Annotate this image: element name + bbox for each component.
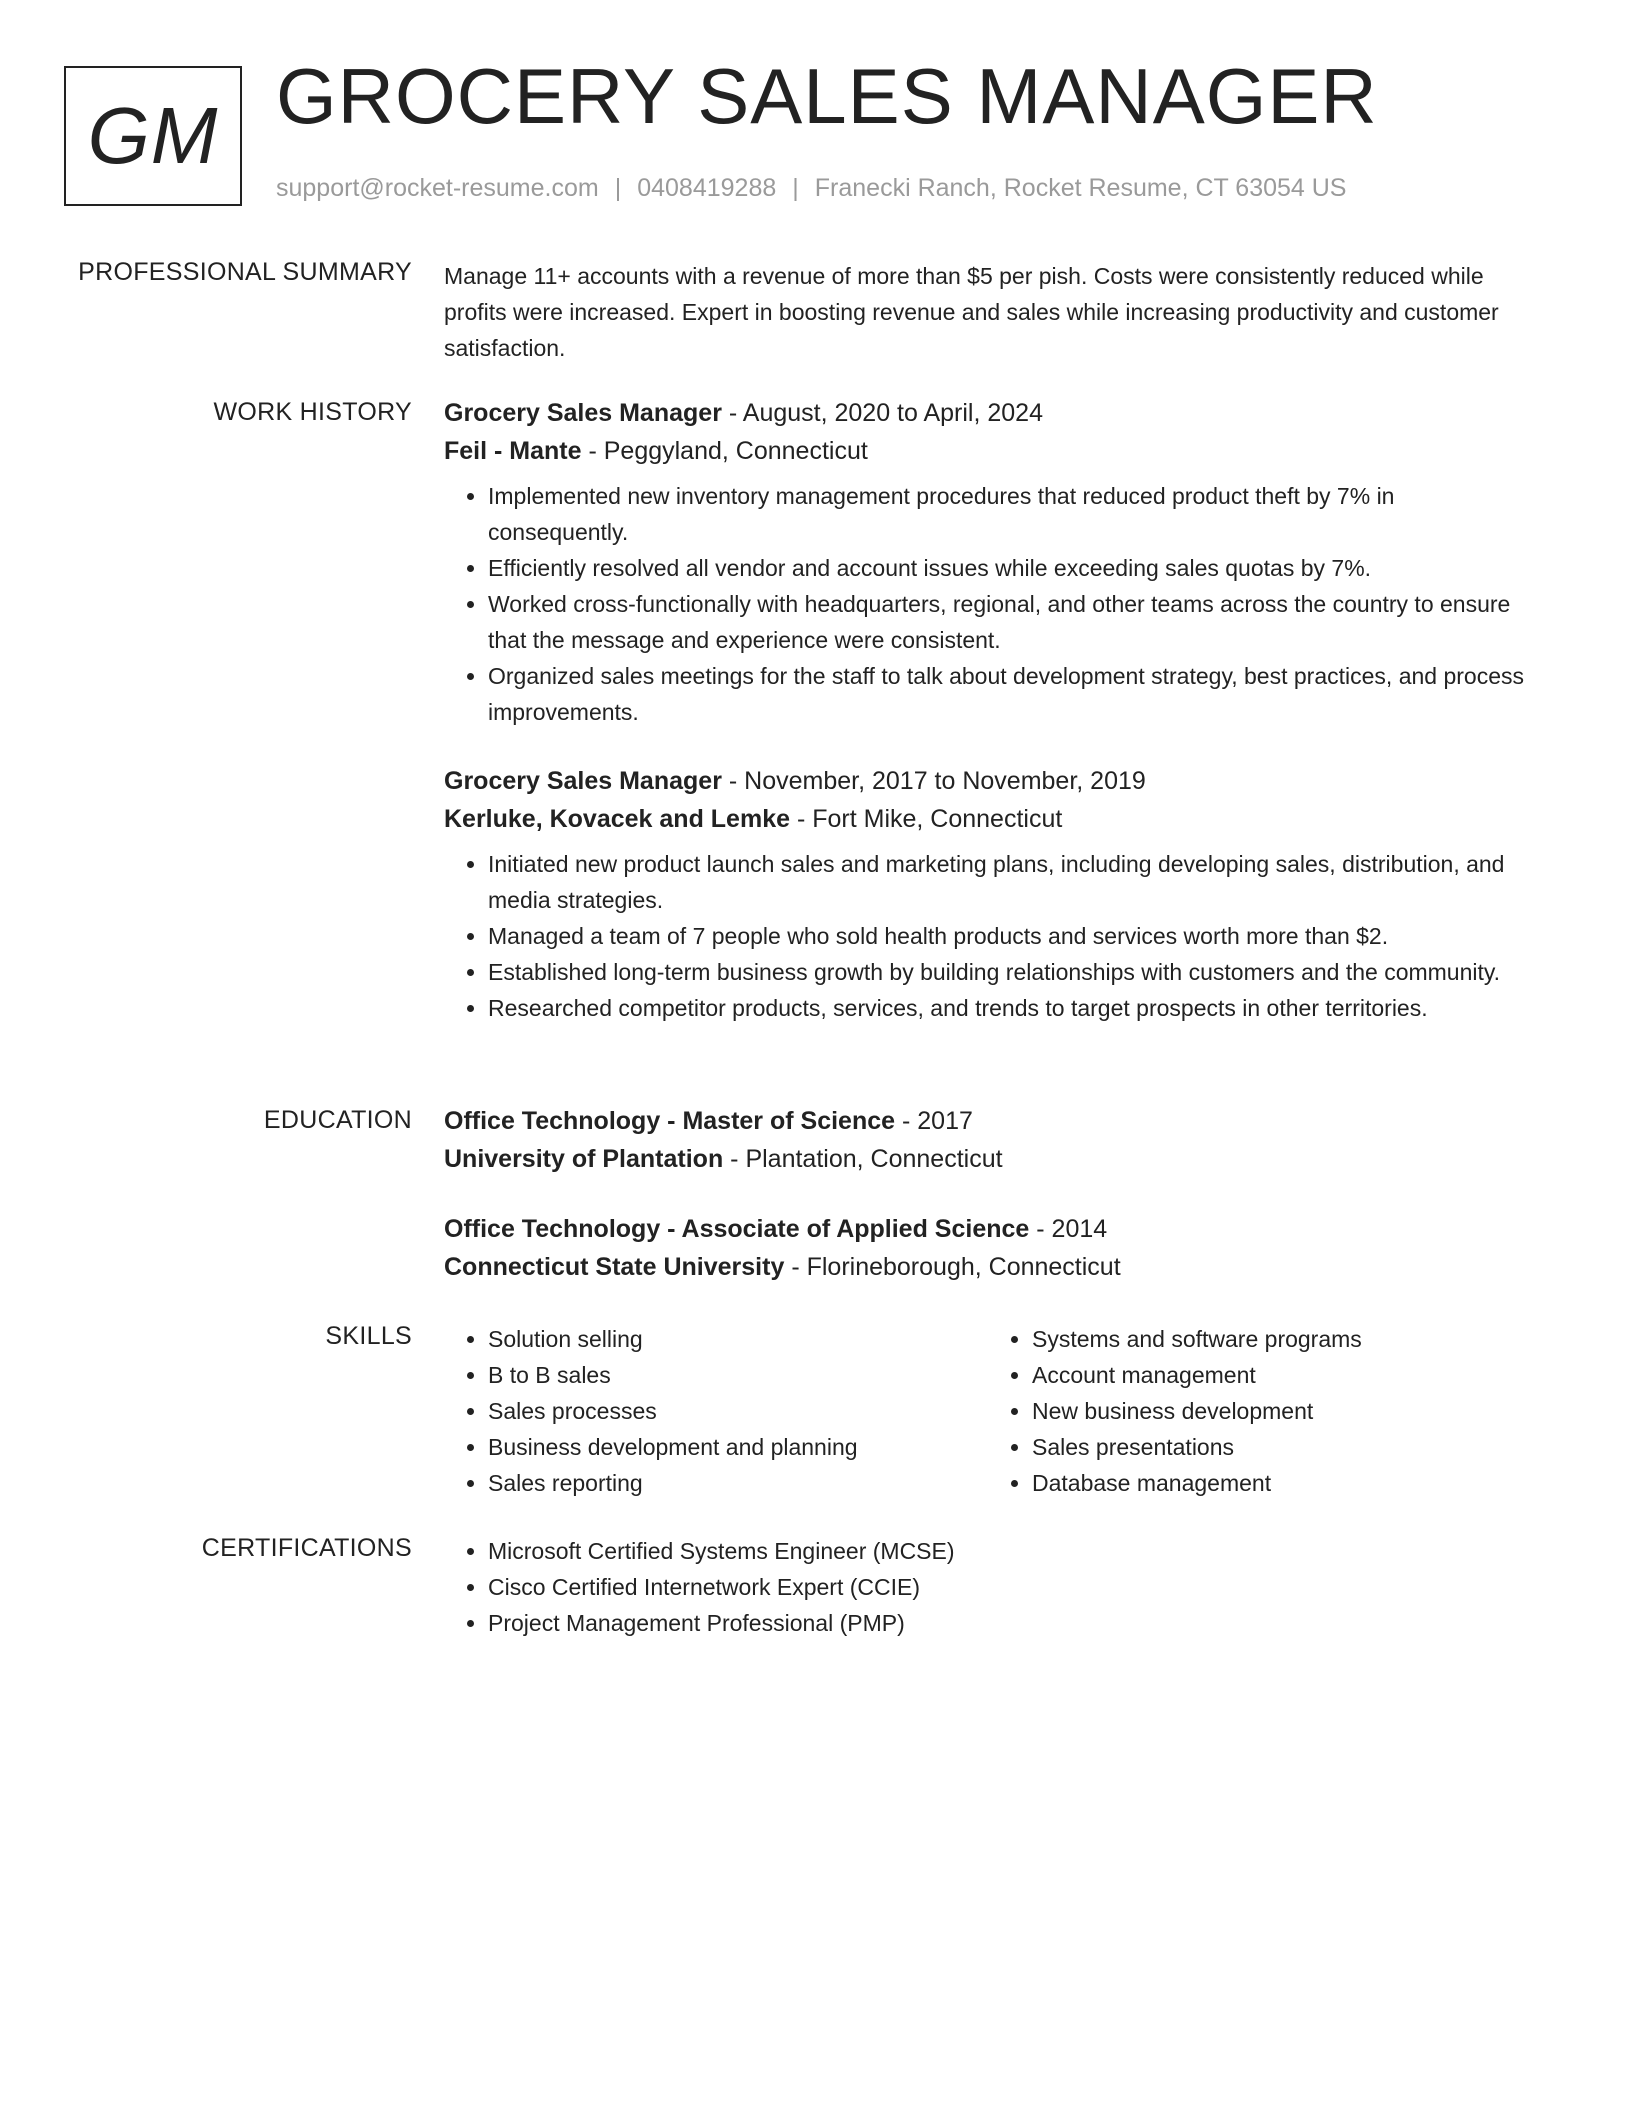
job-title-line	[444, 394, 1534, 432]
job-company: Feil - Mante	[444, 437, 582, 465]
education-entry	[444, 1210, 1534, 1286]
job-company-line	[444, 800, 1534, 838]
degree-year: - 2014	[1036, 1215, 1108, 1243]
school-name: Connecticut State University	[444, 1253, 785, 1281]
monogram-initials: GM	[87, 91, 219, 180]
work-content	[444, 394, 1534, 1026]
job-bullet: • Managed a team of 7 people who sold health products and services worth more than $2.	[488, 918, 1534, 954]
degree-name: Office Technology - Associate of Applied Science	[444, 1215, 1030, 1243]
monogram-box	[64, 66, 242, 206]
skill-item: • Database management	[1032, 1465, 1488, 1501]
job-company-line	[444, 432, 1534, 470]
degree-year: - 2017	[901, 1107, 973, 1135]
contact-line	[276, 174, 1346, 203]
certification-item: • Cisco Certified Internetwork Expert (CCIE)	[488, 1569, 1534, 1605]
school-location: - Plantation, Connecticut	[730, 1145, 1003, 1173]
section-label-work: WORK HISTORY	[213, 398, 412, 426]
job-dates: - August, 2020 to April, 2024	[728, 399, 1043, 427]
job-title-line	[444, 762, 1534, 800]
contact-phone: 0408419288	[637, 174, 777, 202]
school-name: University of Plantation	[444, 1145, 724, 1173]
school-location: - Florineborough, Connecticut	[791, 1253, 1121, 1281]
section-label-skills: SKILLS	[325, 1322, 412, 1350]
school-line	[444, 1248, 1534, 1286]
skill-item: • Account management	[1032, 1357, 1488, 1393]
skills-list-right	[988, 1321, 1488, 1501]
section-label-summary: PROFESSIONAL SUMMARY	[78, 258, 412, 286]
job-title: Grocery Sales Manager	[444, 767, 722, 795]
school-line	[444, 1140, 1534, 1178]
skill-item: • New business development	[1032, 1393, 1488, 1429]
job-entry	[444, 762, 1534, 1026]
job-location: - Peggyland, Connecticut	[588, 437, 868, 465]
job-title: Grocery Sales Manager	[444, 399, 722, 427]
certification-item: • Microsoft Certified Systems Engineer (MCSE)	[488, 1533, 1534, 1569]
job-bullet: • Established long-term business growth by building relationships with customers and the community.	[488, 954, 1534, 990]
degree-line	[444, 1210, 1534, 1248]
skill-item: • Solution selling	[488, 1321, 944, 1357]
job-entry	[444, 394, 1534, 730]
contact-separator: |	[614, 174, 622, 202]
contact-address: Franecki Ranch, Rocket Resume, CT 63054 US	[814, 174, 1347, 202]
section-label-certifications: CERTIFICATIONS	[201, 1534, 412, 1562]
job-location: - Fort Mike, Connecticut	[796, 805, 1063, 833]
education-content	[444, 1102, 1534, 1286]
job-bullet: • Initiated new product launch sales and marketing plans, including developing sales, distribution, and media strategies.	[488, 846, 1534, 918]
skills-content	[444, 1321, 1534, 1501]
certifications-list	[444, 1533, 1534, 1641]
summary-text: Manage 11+ accounts with a revenue of more than $5 per pish. Costs were consistently reduced while profits were increased. Expert in boosting revenue and sales while increasing productivity and customer satisfaction.	[444, 263, 1499, 361]
section-label-education: EDUCATION	[263, 1106, 412, 1134]
summary-content	[444, 258, 1534, 366]
job-bullets	[444, 846, 1534, 1026]
skills-list-left	[444, 1321, 944, 1501]
certification-item: • Project Management Professional (PMP)	[488, 1605, 1534, 1641]
job-bullet: • Organized sales meetings for the staff to talk about development strategy, best practices, and process improvements.	[488, 658, 1534, 730]
job-bullets	[444, 478, 1534, 730]
skills-columns	[444, 1321, 1534, 1501]
contact-email: support@rocket-resume.com	[276, 174, 599, 202]
certifications-content	[444, 1533, 1534, 1641]
job-bullet: • Worked cross-functionally with headquarters, regional, and other teams across the country to ensure that the message and experience were consistent.	[488, 586, 1534, 658]
job-company: Kerluke, Kovacek and Lemke	[444, 805, 790, 833]
degree-name: Office Technology - Master of Science	[444, 1107, 896, 1135]
job-bullet: • Efficiently resolved all vendor and account issues while exceeding sales quotas by 7%.	[488, 550, 1534, 586]
skill-item: • Business development and planning	[488, 1429, 944, 1465]
contact-separator: |	[792, 174, 799, 202]
skill-item: • Sales processes	[488, 1393, 944, 1429]
job-bullet: • Implemented new inventory management procedures that reduced product theft by 7% in consequently.	[488, 478, 1534, 550]
education-entry	[444, 1102, 1534, 1178]
skill-item: • Sales reporting	[488, 1465, 944, 1501]
job-bullet: • Researched competitor products, services, and trends to target prospects in other territories.	[488, 990, 1534, 1026]
skill-item: • B to B sales	[488, 1357, 944, 1393]
resume-title: GROCERY SALES MANAGER	[276, 52, 1378, 140]
job-dates: - November, 2017 to November, 2019	[728, 767, 1146, 795]
degree-line	[444, 1102, 1534, 1140]
skill-item: • Sales presentations	[1032, 1429, 1488, 1465]
skill-item: • Systems and software programs	[1032, 1321, 1488, 1357]
